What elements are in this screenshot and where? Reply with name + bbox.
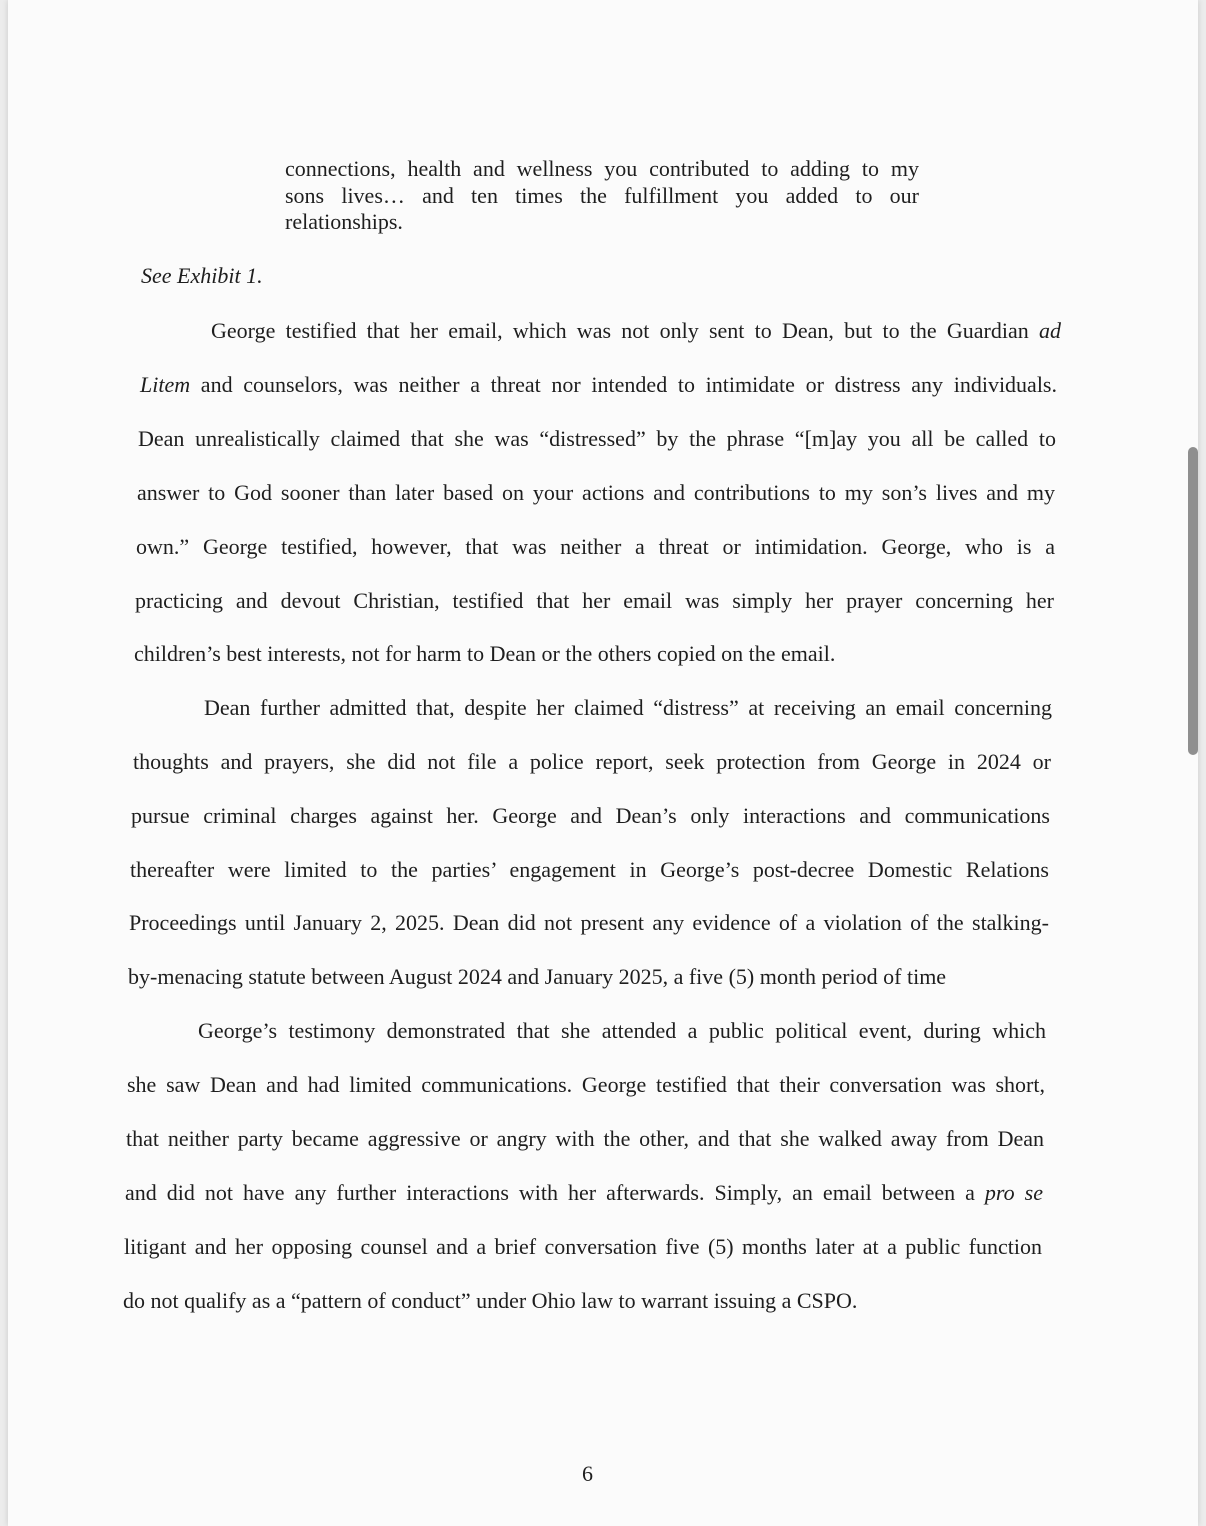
paragraph-2-line: thereafter were limited to the parties’ engagement in George’s post-decree Domestic Relations — [130, 857, 1049, 882]
paragraph-1-line: answer to God sooner than later based on your actions and contributions to my son’s lives and my — [137, 480, 1055, 505]
paragraph-1-line: Litem and counselors, was neither a threat nor intended to intimidate or distress any individuals. — [140, 372, 1057, 397]
paragraph-3-line: litigant and her opposing counsel and a brief conversation five (5) months later at a public function — [124, 1234, 1042, 1259]
paragraph-2-line: pursue criminal charges against her. George and Dean’s only interactions and communications — [131, 803, 1050, 828]
block-quote — [285, 156, 919, 236]
paragraph-1-line: Dean unrealistically claimed that she was “distressed” by the phrase “[m]ay you all be called to — [138, 426, 1056, 451]
paragraph-1-line: George testified that her email, which was not only sent to Dean, but to the Guardian ad — [211, 318, 1061, 343]
paragraph-1-line: own.” George testified, however, that was neither a threat or intimidation. George, who is a — [136, 534, 1055, 559]
quote-line: relationships. — [285, 209, 403, 234]
document-page — [8, 0, 1198, 1526]
scrollbar-thumb[interactable] — [1188, 447, 1198, 755]
quote-line: sons lives… and ten times the fulfillment you added to our — [285, 182, 919, 208]
paragraph-3-line: she saw Dean and had limited communications. George testified that their conversation was short, — [127, 1072, 1045, 1097]
paragraph-2-line: Dean further admitted that, despite her claimed “distress” at receiving an email concerning — [204, 695, 1052, 720]
page-number: 6 — [582, 1461, 593, 1486]
paragraph-2-line: Proceedings until January 2, 2025. Dean did not present any evidence of a violation of the stalking- — [129, 910, 1049, 935]
quote-line: connections, health and wellness you contributed to adding to my — [285, 156, 919, 181]
paragraph-2-line: thoughts and prayers, she did not file a police report, seek protection from George in 2024 or — [133, 749, 1051, 774]
paragraph-2-line: by-menacing statute between August 2024 and January 2025, a five (5) month period of time — [128, 964, 947, 989]
paragraph-3-line: that neither party became aggressive or angry with the other, and that she walked away from Dean — [126, 1126, 1044, 1151]
paragraph-3-line: and did not have any further interactions with her afterwards. Simply, an email between a pro se — [125, 1180, 1043, 1205]
paragraph-3-line: do not qualify as a “pattern of conduct” under Ohio law to warrant issuing a CSPO. — [123, 1288, 858, 1313]
paragraph-1-line: practicing and devout Christian, testified that her email was simply her prayer concerning her — [135, 588, 1054, 613]
exhibit-reference: See Exhibit 1. — [141, 263, 263, 288]
paragraph-3-line: George’s testimony demonstrated that she attended a public political event, during which — [198, 1018, 1046, 1043]
paragraph-1-line: children’s best interests, not for harm to Dean or the others copied on the email. — [134, 641, 836, 666]
